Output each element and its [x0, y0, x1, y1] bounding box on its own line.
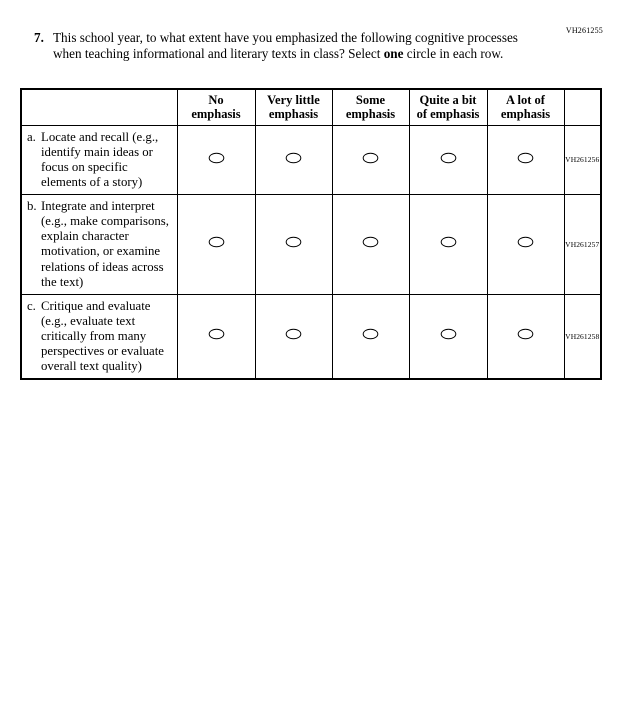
row-label-text: Integrate and interpret (e.g., make comparisons, explain character motivation, or examine relations of ideas across the text) — [41, 199, 169, 289]
header-empty-cell — [21, 89, 177, 125]
oval-icon — [362, 328, 379, 340]
column-header-a-lot-of-emphasis — [487, 89, 564, 125]
answer-bubble[interactable] — [285, 236, 302, 248]
column-header-quite-a-bit-of-emphasis — [409, 89, 487, 125]
answer-bubble[interactable] — [208, 236, 225, 248]
column-header-line: Very little — [267, 93, 320, 107]
table-row — [21, 195, 601, 295]
row-label — [21, 125, 177, 194]
column-header-line: of emphasis — [416, 107, 480, 122]
answer-bubble[interactable] — [517, 328, 534, 340]
row-code: VH261256 — [564, 125, 601, 194]
row-letter: b. — [27, 199, 37, 214]
column-header-no-emphasis — [177, 89, 255, 125]
question — [34, 30, 536, 62]
oval-icon — [440, 152, 457, 164]
column-header-line: emphasis — [345, 107, 396, 122]
row-letter: a. — [27, 129, 36, 144]
oval-icon — [517, 236, 534, 248]
column-header-line: emphasis — [500, 107, 551, 122]
row-label — [21, 195, 177, 295]
oval-icon — [208, 328, 225, 340]
header-code-cell — [564, 89, 601, 125]
answer-bubble[interactable] — [440, 236, 457, 248]
answer-bubble[interactable] — [285, 152, 302, 164]
oval-icon — [208, 152, 225, 164]
answer-bubble[interactable] — [440, 328, 457, 340]
column-header-line: Quite a bit — [419, 93, 477, 107]
oval-icon — [362, 236, 379, 248]
oval-icon — [285, 236, 302, 248]
oval-icon — [208, 236, 225, 248]
table-row — [21, 125, 601, 194]
answer-bubble[interactable] — [208, 328, 225, 340]
oval-icon — [440, 328, 457, 340]
column-header-line: No — [208, 93, 224, 107]
oval-icon — [517, 152, 534, 164]
answer-bubble[interactable] — [362, 328, 379, 340]
question-text — [53, 30, 536, 62]
row-code: VH261258 — [564, 294, 601, 379]
oval-icon — [285, 328, 302, 340]
oval-icon — [517, 328, 534, 340]
answer-bubble[interactable] — [517, 152, 534, 164]
oval-icon — [285, 152, 302, 164]
column-header-line: Some — [355, 93, 386, 107]
response-matrix — [20, 88, 602, 380]
answer-bubble[interactable] — [517, 236, 534, 248]
answer-bubble[interactable] — [362, 152, 379, 164]
answer-bubble[interactable] — [362, 236, 379, 248]
row-label-text: Critique and evaluate (e.g., evaluate text critically from many perspectives or evaluate overall text quality) — [41, 298, 164, 374]
answer-bubble[interactable] — [440, 152, 457, 164]
row-code: VH261257 — [564, 195, 601, 295]
row-label-text: Locate and recall (e.g., identify main ideas or focus on specific elements of a story) — [41, 129, 159, 190]
answer-bubble[interactable] — [208, 152, 225, 164]
column-header-line: emphasis — [268, 107, 319, 122]
question-text-bold: one — [383, 46, 404, 62]
answer-bubble[interactable] — [285, 328, 302, 340]
header-row — [21, 89, 601, 125]
table-row — [21, 294, 601, 379]
column-header-very-little-emphasis — [255, 89, 332, 125]
row-letter: c. — [27, 298, 36, 313]
page-code: VH261255 — [565, 26, 603, 35]
question-number: 7. — [34, 30, 44, 45]
oval-icon — [362, 152, 379, 164]
oval-icon — [440, 236, 457, 248]
question-text-part: circle in each row. — [403, 46, 504, 62]
column-header-line: emphasis — [191, 107, 241, 122]
column-header-line: A lot of — [506, 93, 545, 107]
question-text-part: This school year, to what extent have you emphasized the following cognitive processes when teaching informational and literary texts in class? Select — [53, 30, 518, 62]
row-label — [21, 294, 177, 379]
column-header-some-emphasis — [332, 89, 409, 125]
